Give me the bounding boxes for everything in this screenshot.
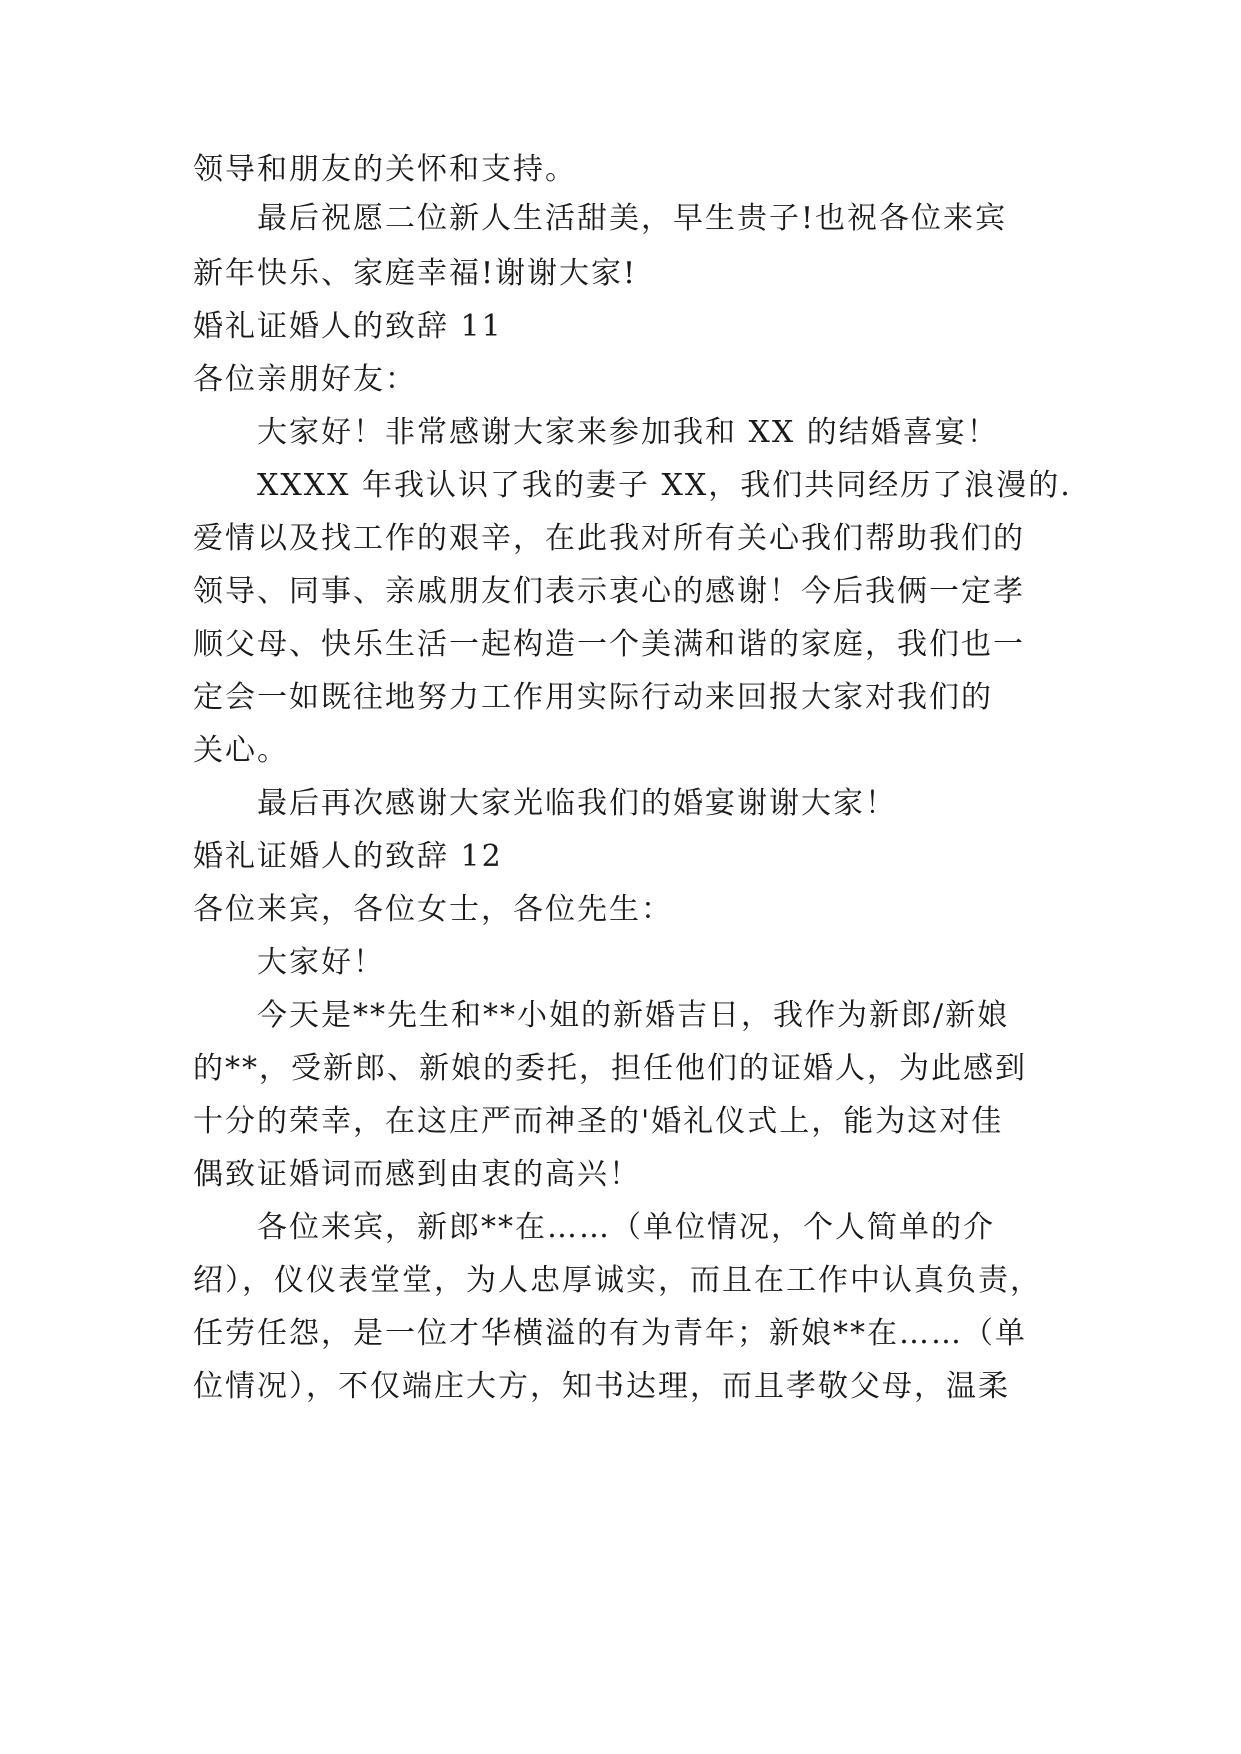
text-line: 顺父母、快乐生活一起构造一个美满和谐的家庭，我们也一 — [193, 627, 1025, 662]
section-heading: 婚礼证婚人的致辞 11 — [193, 309, 503, 344]
section-heading: 婚礼证婚人的致辞 12 — [193, 839, 503, 874]
text-line: 十分的荣幸，在这庄严而神圣的'婚礼仪式上，能为这对佳 — [193, 1104, 1004, 1139]
text-line: 关心。 — [193, 733, 289, 768]
text-line: 位情况），不仅端庄大方，知书达理，而且孝敬父母，温柔 — [193, 1369, 1010, 1404]
paragraph-line: 各位来宾，新郎**在……（单位情况，个人简单的介 — [257, 1210, 995, 1245]
text-line: 的**，受新郎、新娘的委托，担任他们的证婚人，为此感到 — [193, 1051, 1027, 1086]
text-line: 领导、同事、亲戚朋友们表示衷心的感谢！今后我俩一定孝 — [193, 574, 1025, 609]
text-line: 领导和朋友的关怀和支持。 — [193, 152, 577, 187]
text-line: 任劳任怨，是一位才华横溢的有为青年；新娘**在……（单 — [193, 1316, 1027, 1351]
salutation: 各位来宾，各位女士，各位先生： — [193, 892, 673, 927]
paragraph-line: 大家好！ — [257, 945, 385, 980]
salutation: 各位亲朋好友： — [193, 362, 417, 397]
paragraph-line: 今天是**先生和**小姐的新婚吉日，我作为新郎/新娘 — [257, 998, 1010, 1033]
paragraph-line: 最后再次感谢大家光临我们的婚宴谢谢大家！ — [257, 786, 897, 821]
text-line: 爱情以及找工作的艰辛，在此我对所有关心我们帮助我们的 — [193, 521, 1025, 556]
text-line: 绍），仪仪表堂堂，为人忠厚诚实，而且在工作中认真负责， — [193, 1263, 1042, 1298]
paragraph-line: 大家好！非常感谢大家来参加我和 XX 的结婚喜宴！ — [257, 415, 999, 450]
text-line: 定会一如既往地努力工作用实际行动来回报大家对我们的 — [193, 680, 993, 715]
paragraph-line: XXXX 年我认识了我的妻子 XX，我们共同经历了浪漫的. — [257, 468, 1072, 503]
text-line: 新年快乐、家庭幸福!谢谢大家! — [193, 256, 638, 291]
text-line: 偶致证婚词而感到由衷的高兴！ — [193, 1157, 641, 1192]
paragraph-line: 最后祝愿二位新人生活甜美，早生贵子!也祝各位来宾 — [257, 201, 1008, 236]
